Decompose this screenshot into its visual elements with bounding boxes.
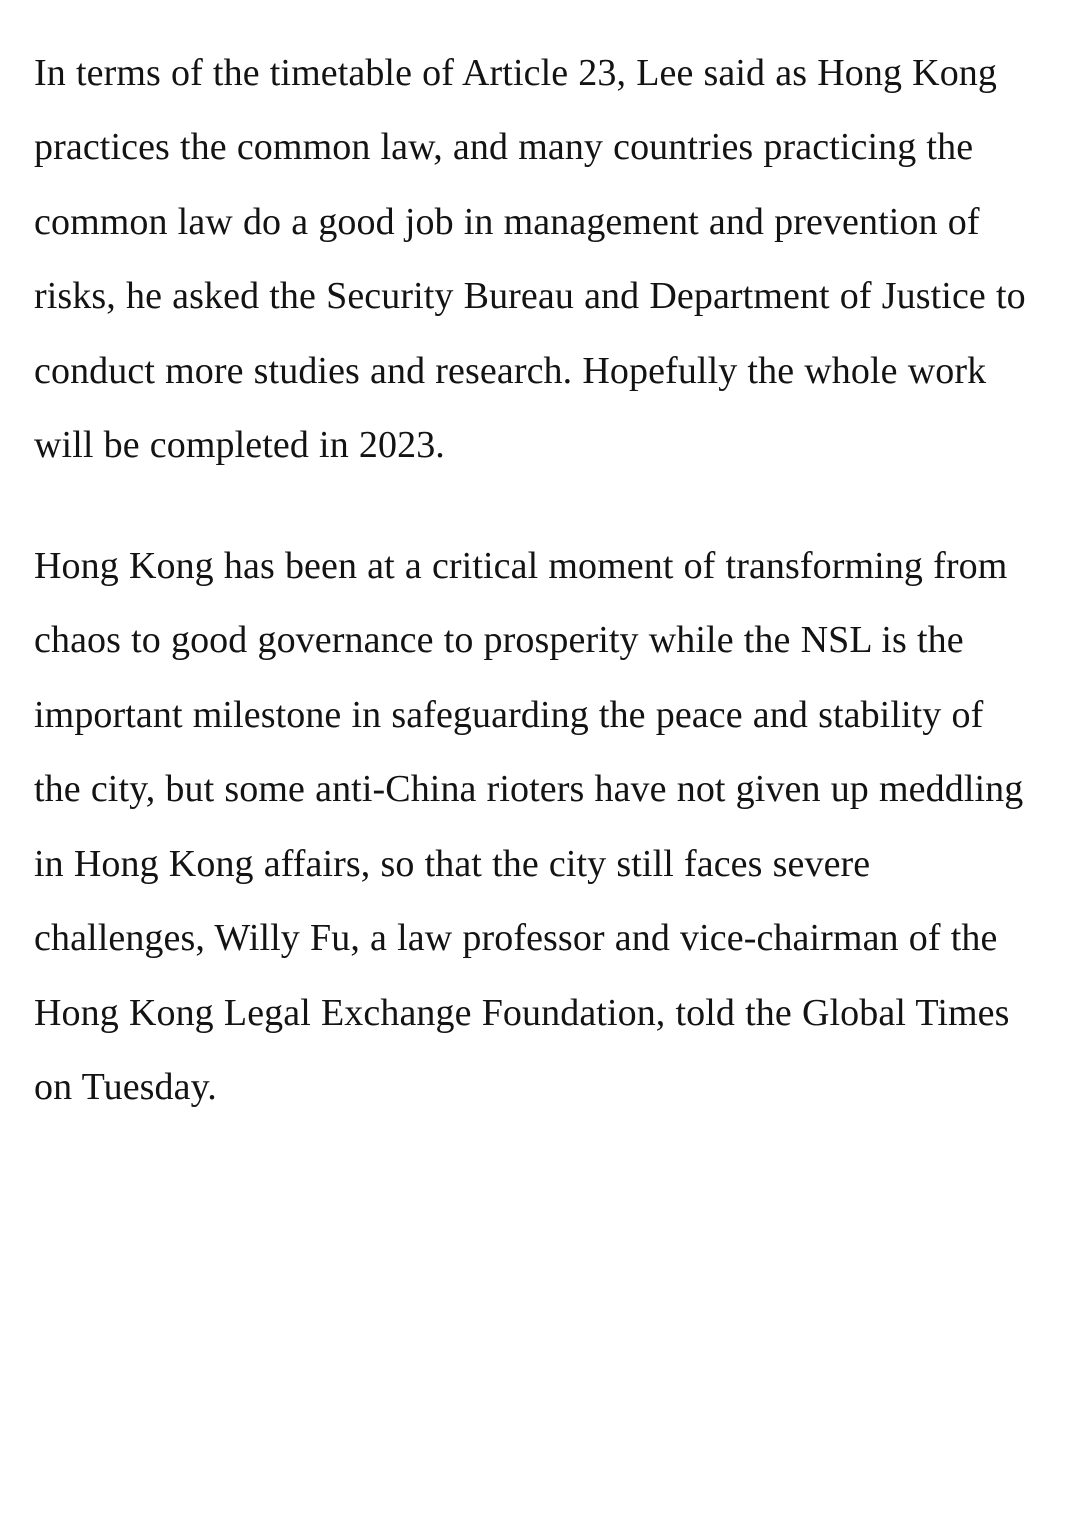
article-paragraph: In terms of the timetable of Article 23, Lee said as Hong Kong practices the common law, and many countries practicing the common law do a good job in management and prevention of risks, he asked the Security Bureau and Department of Justice to conduct more studies and research. Hopefully the whole work will be completed in 2023. [34, 52, 1026, 467]
article-paragraph: Hong Kong has been at a critical moment of transforming from chaos to good governance to prosperity while the NSL is the important milestone in safeguarding the peace and stability of the city, but some anti-China rioters have not given up meddling in Hong Kong affairs, so that the city still faces severe challenges, Willy Fu, a law professor and vice-chairman of the Hong Kong Legal Exchange Foundation, told the Global Times on Tuesday. [34, 544, 1024, 1109]
